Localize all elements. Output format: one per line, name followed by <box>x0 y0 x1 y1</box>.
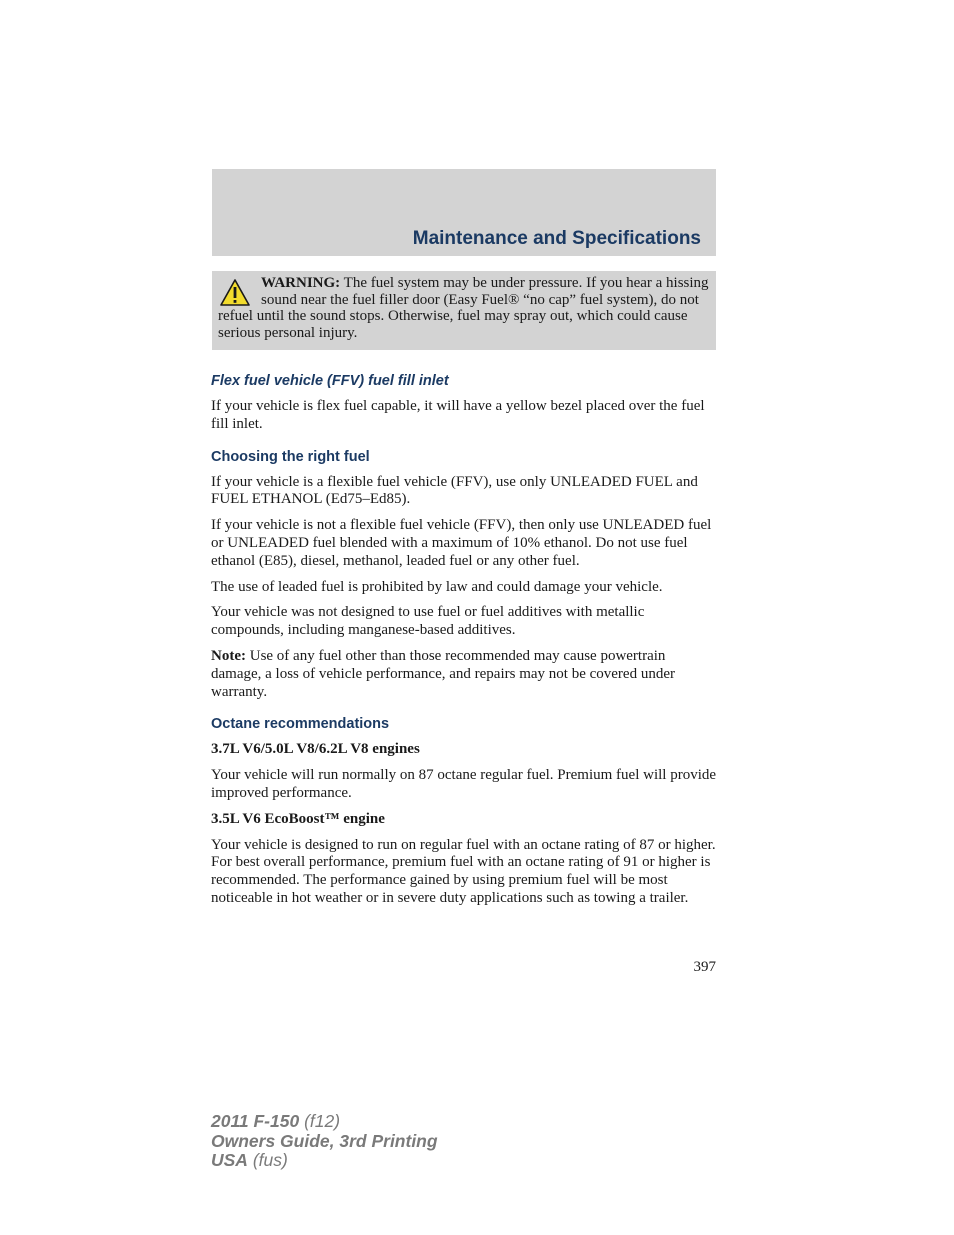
warning-body: The fuel system may be under pressure. If you hear a hissing sound near the fuel filler door (Easy Fuel® “no cap” fuel system), do not refuel until the sound stops. Otherwise, fuel may spray out, which could cause serious personal injury. <box>218 275 709 341</box>
footer-line-3 <box>211 1151 438 1171</box>
footer-model: 2011 F-150 <box>211 1111 300 1131</box>
section-title: Maintenance and Specifications <box>412 228 701 249</box>
footer-model-code: (f12) <box>299 1111 341 1131</box>
footer-line-2: Owners Guide, 3rd Printing <box>211 1130 438 1151</box>
fuel-paragraph-2: If your vehicle is not a flexible fuel vehicle (FFV), then only use UNLEADED fuel or UNLEADED fuel blended with a maximum of 10% ethanol. Do not use fuel ethanol (E85), diesel, methanol, leaded fuel or any other fuel. <box>211 517 712 569</box>
fuel-paragraph-4: Your vehicle was not designed to use fuel or fuel additives with metallic compounds, including manganese-based additives. <box>211 604 645 639</box>
footer-region: USA <box>211 1150 248 1170</box>
engine2-heading: 3.5L V6 EcoBoost™ engine <box>211 810 385 827</box>
warning-triangle-icon <box>219 278 251 308</box>
fuel-heading: Choosing the right fuel <box>211 448 370 465</box>
note-text: Use of any fuel other than those recommended may cause powertrain damage, a loss of vehicle performance, and repairs may not be covered under warranty. <box>211 647 675 700</box>
footer-line-1 <box>211 1112 438 1132</box>
note-paragraph <box>211 648 717 701</box>
fuel-paragraph-1: If your vehicle is a flexible fuel vehicle (FFV), use only UNLEADED FUEL and FUEL ETHANOL (Ed75–Ed85). <box>211 473 698 508</box>
engine2-paragraph: Your vehicle is designed to run on regular fuel with an octane rating of 87 or higher. For best overall performance, premium fuel with an octane rating of 91 or higher is recommended. The performance gained by using premium fuel will be most noticeable in hot weather or in severe duty applications such as towing a trailer. <box>211 836 716 906</box>
fuel-paragraph-3: The use of leaded fuel is prohibited by law and could damage your vehicle. <box>211 578 663 595</box>
main-content <box>211 372 717 916</box>
page-number: 397 <box>693 959 716 975</box>
footer <box>211 1112 438 1171</box>
section-header-band <box>212 169 716 256</box>
warning-label: WARNING: <box>261 275 341 291</box>
warning-text <box>218 275 710 341</box>
note-label: Note: <box>211 647 246 664</box>
octane-heading: Octane recommendations <box>211 716 390 733</box>
ffv-heading: Flex fuel vehicle (FFV) fuel fill inlet <box>211 373 449 389</box>
warning-box <box>212 271 716 350</box>
engine1-paragraph: Your vehicle will run normally on 87 octane regular fuel. Premium fuel will provide improved performance. <box>211 767 717 801</box>
engine1-heading: 3.7L V6/5.0L V8/6.2L V8 engines <box>211 741 420 758</box>
ffv-paragraph: If your vehicle is flex fuel capable, it will have a yellow bezel placed over the fuel fill inlet. <box>211 398 705 432</box>
footer-region-code: (fus) <box>247 1150 288 1170</box>
